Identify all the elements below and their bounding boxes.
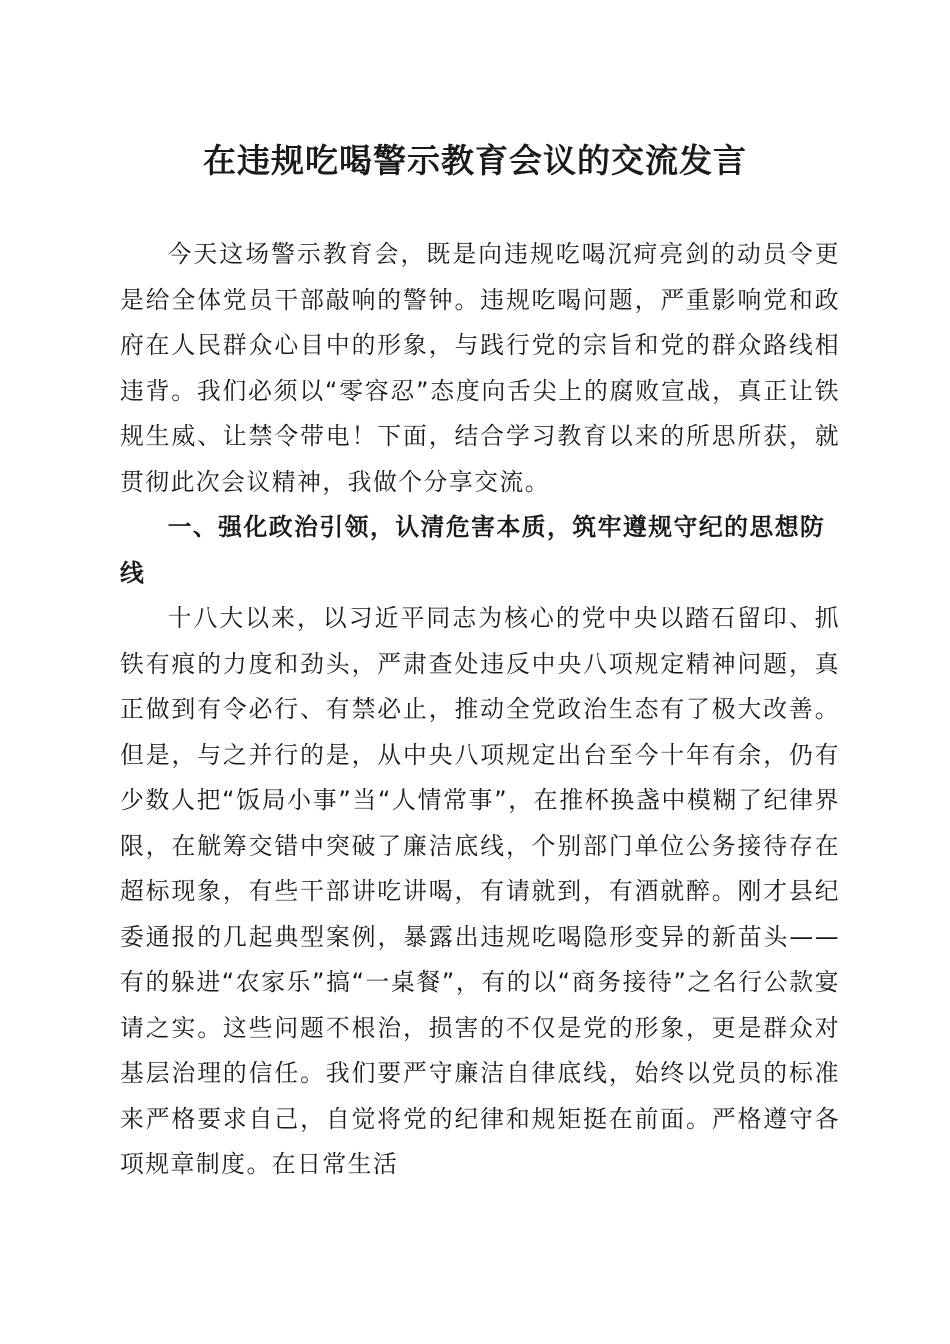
section-heading-1: 一、强化政治引领，认清危害本质，筑牢遵规守纪的思想防线 <box>120 513 826 587</box>
document-title: 在违规吃喝警示教育会议的交流发言 <box>203 141 747 180</box>
section-1-paragraph: 十八大以来，以习近平同志为核心的党中央以踏石留印、抓铁有痕的力度和劲头，严肃查处违反中央八项规定精神问题，真正做到有令必行、有禁必止，推动全党政治生态有了极大改善。但是，与之并行的是，从中央八项规定出台至今十年有余，仍有少数人把“饭局小事”当“人情常事”，在推杯换盏中模糊了纪律界限，在觥筹交错中突破了廉洁底线，个别部门单位公务接待存在超标现象，有些干部讲吃讲喝，有请就到，有酒就醉。刚才县纪委通报的几起典型案例，暴露出违规吃喝隐形变异的新苗头——有的躲进“农家乐”搞“一桌餐”，有的以“商务接待”之名行公款宴请之实。这些问题不根治，损害的不仅是党的形象，更是群众对基层治理的信任。我们要严守廉洁自律底线，始终以党员的标准来严格要求自己，自觉将党的纪律和规矩挺在前面。严格遵守各项规章制度。在日常生活 <box>120 604 840 1178</box>
opening-paragraph: 今天这场警示教育会，既是向违规吃喝沉疴亮剑的动员令更是给全体党员干部敲响的警钟。违规吃喝问题，严重影响党和政府在人民群众心目中的形象，与践行党的宗旨和党的群众路线相违背。我们必须以“零容忍”态度向舌尖上的腐败宣战，真正让铁规生威、让禁令带电！下面，结合学习教育以来的所思所获，就贯彻此次会议精神，我做个分享交流。 <box>120 240 840 496</box>
